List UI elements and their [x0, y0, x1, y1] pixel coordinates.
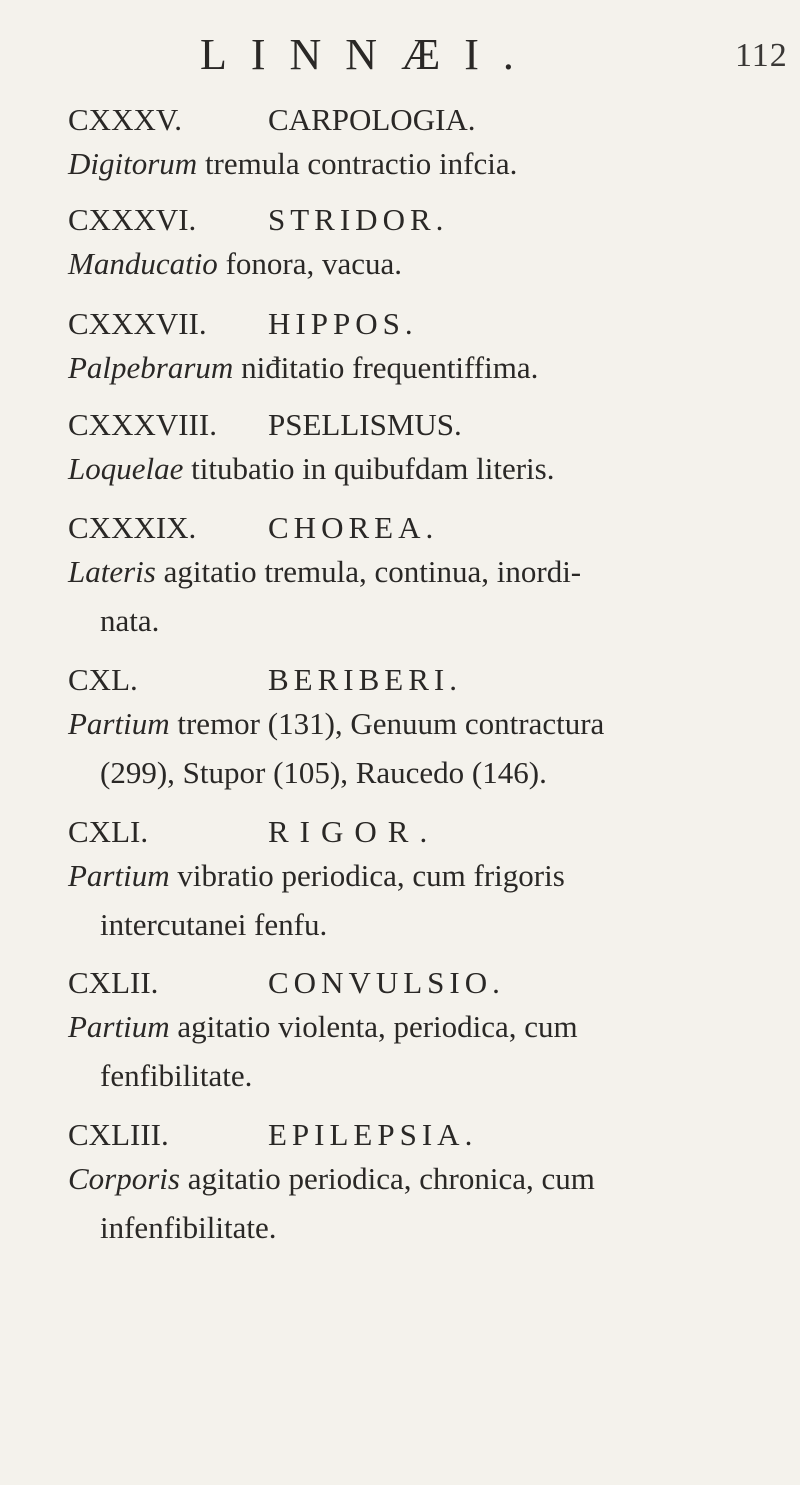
definition-text: tremor (131), Genuum contractura [169, 706, 605, 741]
definition-lead-word: Manducatio [68, 246, 218, 281]
definition-continuation: infenfibilitate. [100, 1210, 277, 1245]
definition-continuation: intercutanei fenfu. [100, 907, 328, 942]
entry-term: CHOREA. [268, 510, 439, 545]
entry-number: CXXXIX. [68, 510, 197, 545]
page-number: 112 [735, 37, 788, 74]
definition-lead-word: Palpebrarum [68, 350, 234, 385]
entry-heading-rigor [68, 812, 438, 852]
definition-continuation: nata. [100, 603, 160, 638]
definition-lead-word: Digitorum [68, 146, 198, 181]
entry-definition-chorea [68, 547, 768, 645]
definition-text: agitatio violenta, periodica, cum [169, 1009, 578, 1044]
entry-term: STRIDOR. [268, 202, 449, 237]
entry-number: CXXXVII. [68, 306, 207, 341]
definition-continuation: (299), Stupor (105), Raucedo (146). [100, 755, 547, 790]
entry-number: CXXXVI. [68, 202, 197, 237]
entry-term: RIGOR. [268, 814, 439, 849]
definition-lead-word: Loquelae [68, 451, 184, 486]
entry-number: CXLII. [68, 965, 159, 1000]
definition-text: fonora, vacua. [217, 246, 402, 281]
entry-heading-beriberi [68, 660, 462, 700]
entry-definition-epilepsia [68, 1154, 768, 1252]
entry-number: CXLIII. [68, 1117, 169, 1152]
entry-heading-chorea [68, 508, 438, 548]
entry-number: CXLI. [68, 814, 149, 849]
entry-heading-hippos [68, 304, 418, 344]
entry-heading-convulsio [68, 963, 505, 1003]
entry-definition-beriberi [68, 699, 768, 797]
definition-text: tremula contractio infcia. [197, 146, 518, 181]
entry-definition-psellismus [68, 444, 768, 493]
entry-definition-stridor [68, 239, 768, 288]
entry-heading-epilepsia [68, 1115, 477, 1155]
running-head-title: LINNÆI. [200, 30, 538, 79]
entry-number: CXXXV. [68, 102, 182, 137]
definition-text: vibratio periodica, cum frigoris [169, 858, 565, 893]
entry-definition-rigor [68, 851, 768, 949]
entry-term: HIPPOS. [268, 306, 418, 341]
entry-heading-psellismus [68, 405, 462, 445]
entry-term: CARPOLOGIA. [268, 102, 476, 137]
definition-text: agitatio periodica, chronica, cum [179, 1161, 595, 1196]
definition-lead-word: Partium [68, 706, 170, 741]
definition-lead-word: Partium [68, 858, 170, 893]
running-head [0, 30, 800, 80]
definition-continuation: fenfibilitate. [100, 1058, 253, 1093]
definition-lead-word: Lateris [68, 554, 156, 589]
entry-number: CXL. [68, 662, 138, 697]
entry-term: EPILEPSIA. [268, 1117, 478, 1152]
entry-term: PSELLISMUS. [268, 407, 462, 442]
definition-text: niđitatio frequentiffima. [233, 350, 539, 385]
entry-heading-stridor [68, 200, 448, 240]
definition-text: agitatio tremula, continua, inordi- [155, 554, 582, 589]
entry-term: BERIBERI. [268, 662, 462, 697]
entry-definition-carpologia [68, 139, 768, 188]
entry-definition-hippos [68, 343, 768, 392]
entry-definition-convulsio [68, 1002, 768, 1100]
definition-lead-word: Partium [68, 1009, 170, 1044]
entry-heading-carpologia [68, 100, 476, 140]
definition-text: titubatio in quibufdam literis. [183, 451, 555, 486]
entry-number: CXXXVIII. [68, 407, 217, 442]
entry-term: CONVULSIO. [268, 965, 505, 1000]
definition-lead-word: Corporis [68, 1161, 180, 1196]
